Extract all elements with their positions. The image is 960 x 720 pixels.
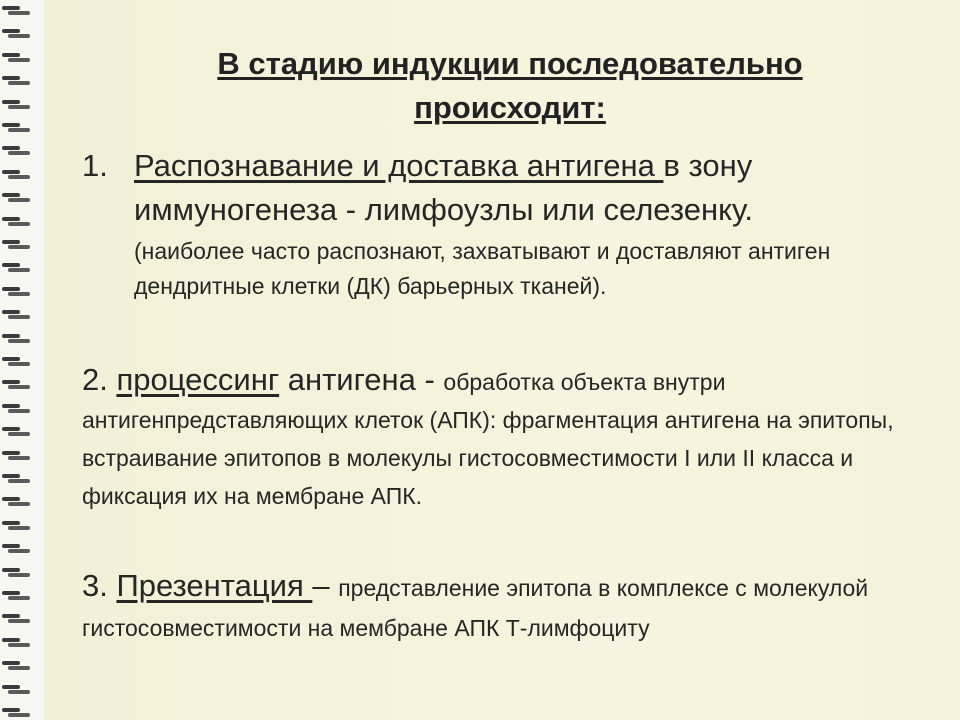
- binding-ring: [2, 638, 30, 647]
- item-3-text: представление эпитопа в комплексе с молекулой гистосовместимости на мембране АПК Т-лимфоциту: [82, 575, 869, 641]
- binding-ring: [2, 661, 30, 670]
- binding-ring: [2, 614, 30, 623]
- binding-ring: [2, 708, 30, 717]
- binding-ring: [2, 451, 30, 460]
- item-3-number: 3.: [82, 568, 117, 603]
- item-1-number: 1.: [82, 148, 108, 183]
- binding-ring: [2, 568, 30, 577]
- list-item-2: [82, 361, 952, 515]
- slide-title-text: В стадию индукции последовательно происходит:: [217, 46, 803, 125]
- item-2-text: обработка объекта внутри антигенпредставляющих клеток (АПК): фрагментация антигена на эпитопы, встраивание эпитопов в молекулы гистосовместимости I или II класса и фиксация их на мембране АПК.: [82, 369, 894, 509]
- binding-ring: [2, 544, 30, 553]
- slide-title: [140, 42, 880, 130]
- binding-ring: [2, 146, 30, 155]
- binding-ring: [2, 100, 30, 109]
- binding-ring: [2, 380, 30, 389]
- binding-ring: [2, 53, 30, 62]
- binding-ring: [2, 357, 30, 366]
- binding-ring: [2, 404, 30, 413]
- list-item-3: [82, 566, 952, 648]
- item-2-underlined: процессинг: [116, 362, 280, 397]
- binding-ring: [2, 427, 30, 436]
- binding-ring: [2, 521, 30, 530]
- item-2-lead: антигена -: [279, 362, 444, 397]
- item-1-underlined: Распознавание и доставка антигена: [134, 148, 664, 183]
- item-3-lead: –: [312, 568, 339, 603]
- binding-ring: [2, 6, 30, 15]
- binding-ring: [2, 591, 30, 600]
- item-2-number: 2.: [82, 362, 117, 397]
- binding-ring: [2, 287, 30, 296]
- binding-ring: [2, 123, 30, 132]
- binding-ring: [2, 217, 30, 226]
- item-1-text: в зону иммуногенеза - лимфоузлы или селезенку.: [134, 148, 754, 227]
- binding-ring: [2, 193, 30, 202]
- binding-ring: [2, 29, 30, 38]
- binding-ring: [2, 497, 30, 506]
- binding-ring: [2, 76, 30, 85]
- binding-ring: [2, 334, 30, 343]
- binding-ring: [2, 474, 30, 483]
- list-item-1: [82, 144, 942, 304]
- binding-ring: [2, 170, 30, 179]
- binding-ring: [2, 263, 30, 272]
- item-1-note: (наиболее часто распознают, захватывают и доставляют антиген дендритные клетки (ДК) барьерных тканей).: [134, 238, 831, 299]
- binding-ring: [2, 240, 30, 249]
- binding-ring: [2, 685, 30, 694]
- item-3-underlined: Презентация: [116, 568, 313, 603]
- binding-ring: [2, 310, 30, 319]
- notebook-binding: [0, 0, 45, 720]
- item-1-body: [134, 144, 942, 232]
